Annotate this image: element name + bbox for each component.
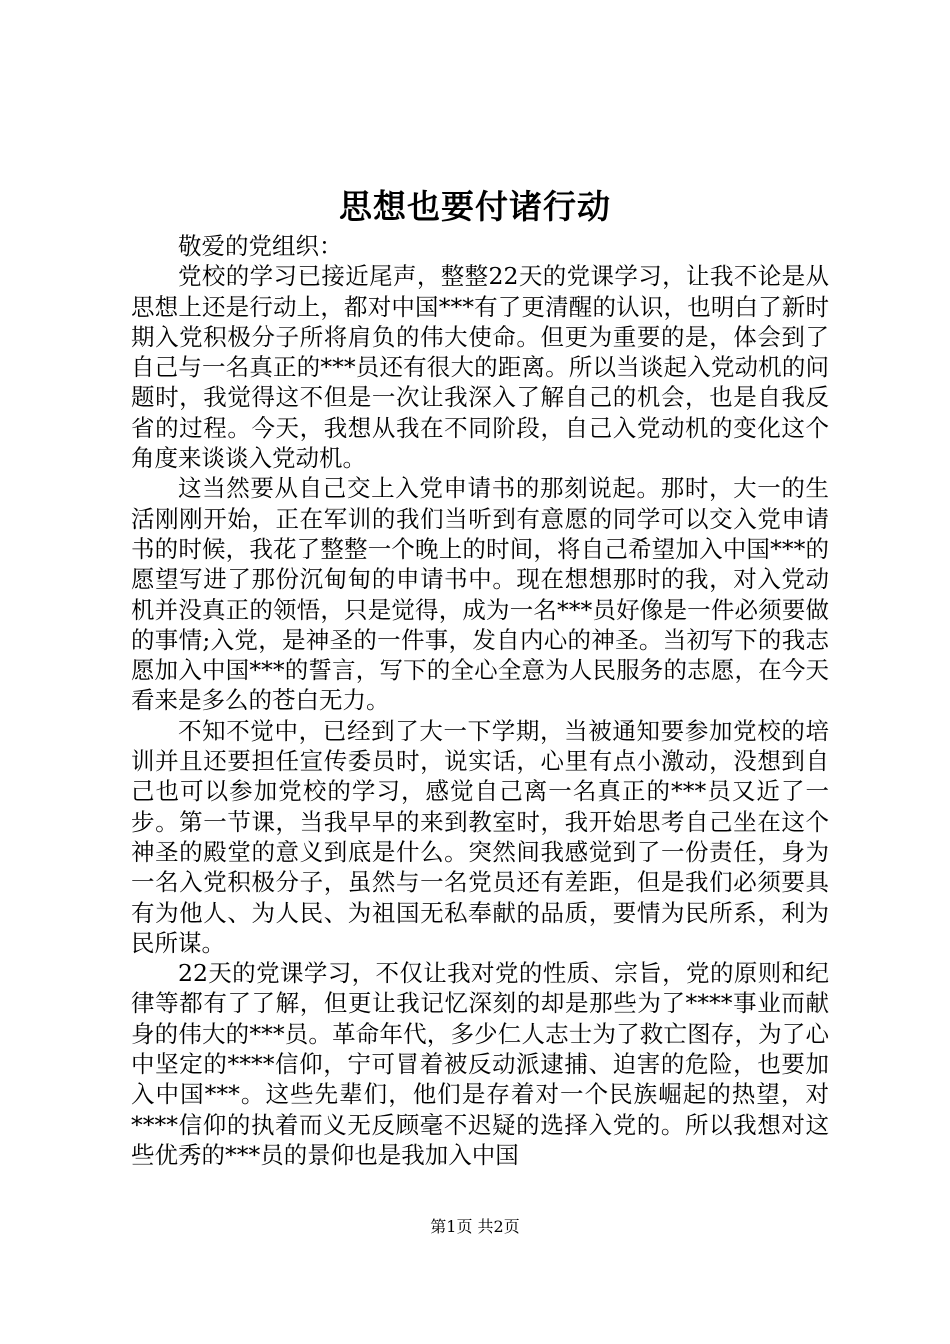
salutation: 敬爱的党组织： — [178, 232, 343, 260]
page-footer: 第1页 共2页 — [430, 1217, 520, 1236]
paragraph-2: 这当然要从自己交上入党申请书的那刻说起。那时，大一的生活刚刚开始，正在军训的我们当听到有意愿的同学可以交入党申请书的时候，我花了整整一个晚上的时间，将自己希望加入中国***的愿望写进了那份沉甸甸的申请书中。现在想想那时的我，对入党动机并没真正的领悟，只是觉得，成为一名***员好像是一件必须要做的事情;入党，是神圣的一件事，发自内心的神圣。当初写下的我志愿加入中国***的誓言，写下的全心全意为人民服务的志愿，在今天看来是多么的苍白无力。 — [131, 474, 829, 715]
paragraph-3: 不知不觉中，已经到了大一下学期，当被通知要参加党校的培训并且还要担任宣传委员时，说实话，心里有点小激动，没想到自己也可以参加党校的学习，感觉自己离一名真正的***员又近了一步。第一节课，当我早早的来到教室时，我开始思考自己坐在这个神圣的殿堂的意义到底是什么。突然间我感觉到了一份责任，身为一名入党积极分子，虽然与一名党员还有差距，但是我们必须要具有为他人、为人民、为祖国无私奉献的品质，要情为民所系，利为民所谋。 — [131, 716, 829, 957]
paragraph-1: 党校的学习已接近尾声，整整22天的党课学习，让我不论是从思想上还是行动上，都对中国***有了更清醒的认识，也明白了新时期入党积极分子所将肩负的伟大使命。但更为重要的是，体会到了自己与一名真正的***员还有很大的距离。所以当谈起入党动机的问题时，我觉得这不但是一次让我深入了解自己的机会，也是自我反省的过程。今天，我想从我在不同阶段，自己入党动机的变化这个角度来谈谈入党动机。 — [131, 262, 829, 473]
paragraph-4: 22天的党课学习，不仅让我对党的性质、宗旨，党的原则和纪律等都有了了解，但更让我记忆深刻的却是那些为了****事业而献身的伟大的***员。革命年代，多少仁人志士为了救亡图存，为了心中坚定的****信仰，宁可冒着被反动派逮捕、迫害的危险，也要加入中国***。这些先辈们，他们是存着对一个民族崛起的热望，对****信仰的执着而义无反顾毫不迟疑的选择入党的。所以我想对这些优秀的***员的景仰也是我加入中国 — [131, 959, 829, 1169]
document-body — [131, 231, 829, 1170]
document-title: 思想也要付诸行动 — [339, 187, 611, 226]
